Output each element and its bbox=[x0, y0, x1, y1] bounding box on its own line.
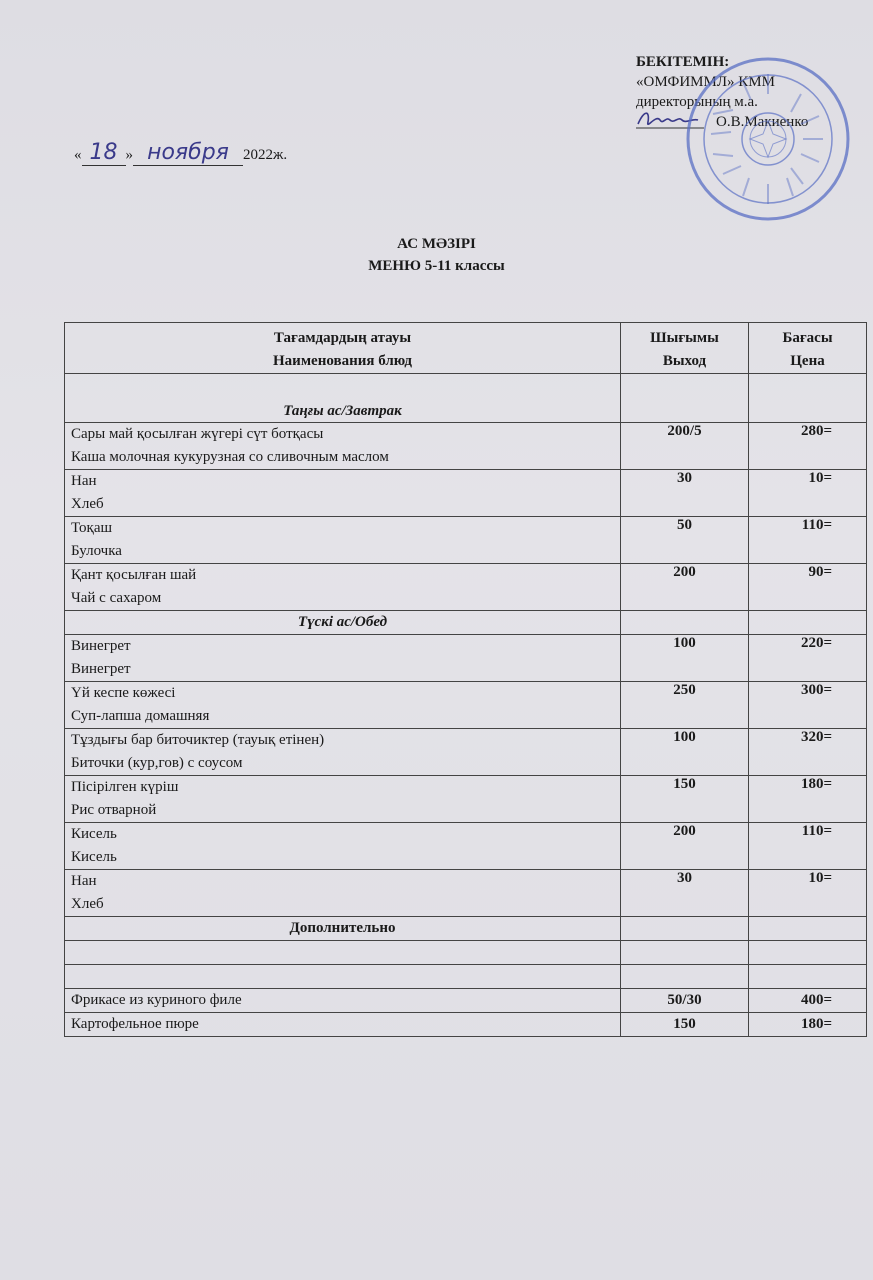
dish-price: 110= bbox=[749, 823, 867, 870]
dish-name-ru: Суп-лапша домашняя bbox=[71, 708, 210, 724]
document-date bbox=[74, 140, 287, 166]
title-kz: АС МӘЗІРІ bbox=[397, 236, 476, 252]
table-row bbox=[65, 517, 867, 564]
section-lunch bbox=[65, 611, 867, 635]
section-title: Түскі ас/Обед bbox=[65, 611, 621, 635]
date-open-quote: « bbox=[74, 147, 82, 163]
dish-name-kz: Қант қосылған шай bbox=[71, 567, 197, 583]
dish-price: 320= bbox=[749, 729, 867, 776]
table-row bbox=[65, 1013, 867, 1037]
dish-price: 10= bbox=[749, 470, 867, 517]
menu-table bbox=[64, 322, 867, 1037]
dish-output: 250 bbox=[621, 682, 749, 729]
dish-price: 10= bbox=[749, 870, 867, 917]
dish-name: Картофельное пюре bbox=[65, 1013, 621, 1037]
table-row bbox=[65, 729, 867, 776]
dish-name-kz: Сары май қосылған жүгері сүт ботқасы bbox=[71, 426, 324, 442]
table-row bbox=[65, 823, 867, 870]
dish-price: 110= bbox=[749, 517, 867, 564]
dish-price: 280= bbox=[749, 423, 867, 470]
section-extra bbox=[65, 917, 867, 941]
dish-name-kz: Тұздығы бар биточиктер (тауық етінен) bbox=[71, 732, 325, 748]
date-month: ноября bbox=[147, 140, 229, 165]
table-row bbox=[65, 470, 867, 517]
dish-name-ru: Винегрет bbox=[71, 661, 131, 677]
approval-signer-name: О.В.Макиенко bbox=[716, 114, 809, 130]
date-day: 18 bbox=[89, 140, 118, 165]
dish-name-ru: Рис отварной bbox=[71, 802, 157, 818]
dish-name-ru: Биточки (кур,гов) с соусом bbox=[71, 755, 243, 771]
dish-name-ru: Чай с сахаром bbox=[71, 590, 162, 606]
dish-output: 150 bbox=[621, 1013, 749, 1037]
round-stamp-icon bbox=[683, 54, 853, 224]
dish-output: 200 bbox=[621, 823, 749, 870]
dish-output: 50 bbox=[621, 517, 749, 564]
date-year: 2022ж. bbox=[243, 147, 288, 163]
dish-price: 180= bbox=[749, 776, 867, 823]
dish-name-ru: Хлеб bbox=[71, 496, 104, 512]
section-title: Таңғы ас/Завтрак bbox=[65, 374, 621, 423]
table-row bbox=[65, 564, 867, 611]
header-output: Шығымы Выход bbox=[621, 323, 749, 374]
dish-price: 90= bbox=[749, 564, 867, 611]
table-header-row bbox=[65, 323, 867, 374]
section-title: Дополнительно bbox=[65, 917, 621, 941]
dish-output: 100 bbox=[621, 729, 749, 776]
header-name: Тағамдардың атауы Наименования блюд bbox=[65, 323, 621, 374]
dish-name-ru: Булочка bbox=[71, 543, 122, 559]
dish-output: 50/30 bbox=[621, 989, 749, 1013]
dish-name-kz: Пісірілген күріш bbox=[71, 779, 179, 795]
dish-name-kz: Винегрет bbox=[71, 638, 131, 654]
dish-output: 30 bbox=[621, 470, 749, 517]
approval-organization: «ОМФИММЛ» КММ bbox=[636, 74, 775, 90]
dish-price: 220= bbox=[749, 635, 867, 682]
dish-output: 200/5 bbox=[621, 423, 749, 470]
dish-price: 400= bbox=[749, 989, 867, 1013]
table-row bbox=[65, 870, 867, 917]
empty-row bbox=[65, 965, 867, 989]
table-row bbox=[65, 635, 867, 682]
table-row bbox=[65, 776, 867, 823]
section-breakfast bbox=[65, 374, 867, 423]
dish-name-ru: Кисель bbox=[71, 849, 117, 865]
table-row bbox=[65, 423, 867, 470]
dish-output: 200 bbox=[621, 564, 749, 611]
dish-name-kz: Нан bbox=[71, 473, 97, 489]
dish-price: 300= bbox=[749, 682, 867, 729]
date-close-quote: » bbox=[125, 147, 133, 163]
approval-position: директорының м.а. bbox=[636, 94, 758, 110]
dish-output: 100 bbox=[621, 635, 749, 682]
table-row bbox=[65, 989, 867, 1013]
dish-name: Фрикасе из куриного филе bbox=[65, 989, 621, 1013]
dish-output: 30 bbox=[621, 870, 749, 917]
dish-output: 150 bbox=[621, 776, 749, 823]
dish-name-ru: Каша молочная кукурузная со сливочным маслом bbox=[71, 449, 389, 465]
dish-name-kz: Нан bbox=[71, 873, 97, 889]
dish-name-ru: Хлеб bbox=[71, 896, 104, 912]
dish-name-kz: Тоқаш bbox=[71, 520, 113, 536]
header-price: Бағасы Цена bbox=[749, 323, 867, 374]
dish-name-kz: Үй кеспе көжесі bbox=[71, 685, 176, 701]
approval-heading: БЕКІТЕМІН: bbox=[636, 54, 730, 70]
dish-price: 180= bbox=[749, 1013, 867, 1037]
empty-row bbox=[65, 941, 867, 965]
dish-name-kz: Кисель bbox=[71, 826, 117, 842]
table-row bbox=[65, 682, 867, 729]
title-ru: МЕНЮ 5-11 классы bbox=[368, 258, 505, 274]
